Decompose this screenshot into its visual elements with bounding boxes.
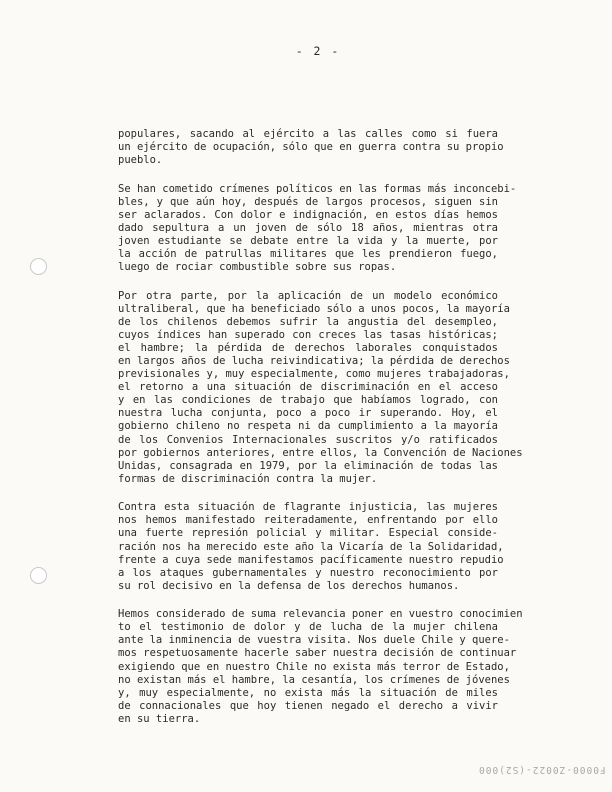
text-line: exigiendo que en nuestro Chile no exista más terror de Estado,	[118, 660, 510, 673]
punch-hole-top	[30, 258, 47, 275]
paragraph	[118, 289, 523, 486]
text-line: nos hemos manifestado reiteradamente, enfrentando por ello	[118, 514, 498, 527]
text-line: y, muy especialmente, no exista más la situación de miles	[118, 686, 498, 699]
paragraph	[118, 182, 517, 275]
text-line: de los chilenos debemos sufrir la angustia del desempleo,	[118, 315, 498, 328]
text-line: mos respetuosamente hacerle saber nuestra decisión de continuar	[118, 647, 517, 660]
text-line: joven estudiante se debate entre la vida y la muerte, por	[118, 234, 498, 247]
text-line: pueblo.	[118, 154, 163, 167]
text-line: formas de discriminación contra la mujer.	[118, 472, 378, 485]
text-line: populares, sacando al ejército a las calles como si fuera	[118, 128, 498, 140]
text-line: nuestra lucha conjunta, poco a poco ir superando. Hoy, el	[118, 407, 498, 420]
text-line: luego de rociar combustible sobre sus ropas.	[118, 261, 397, 274]
text-line: no existan más el hambre, la cesantía, los crímenes de jóvenes	[118, 673, 510, 686]
text-line: Hemos considerado de suma relevancia poner en vuestro conocimien	[118, 608, 523, 621]
text-line: un ejército de ocupación, sólo que en guerra contra su propio	[118, 141, 504, 154]
text-line: el retorno a una situación de discriminación en el acceso	[118, 381, 498, 394]
text-line: ser aclarados. Con dolor e indignación, en estos días hemos	[118, 208, 498, 221]
text-line: ultraliberal, que ha beneficiado sólo a unos pocos, la mayoría	[118, 302, 510, 315]
text-line: dado sepultura a un joven de sólo 18 años, mientras otra	[118, 221, 498, 234]
text-line: a los ataques gubernamentales y nuestro reconocimiento por	[118, 566, 498, 579]
text-line: una fuerte represión policial y militar. Especial conside-	[118, 527, 498, 540]
text-line: bles, y que aún hoy, después de largos procesos, siguen sin	[118, 195, 498, 208]
text-line: Unidas, consagrada en 1979, por la eliminación de todas las	[118, 459, 498, 472]
punch-hole-bottom	[30, 567, 47, 584]
text-line: to el testimonio de dolor y de lucha de la mujer chilena	[118, 621, 498, 634]
paragraph	[118, 608, 523, 726]
text-line: y en las condiciones de trabajo que habíamos logrado, con	[118, 394, 498, 407]
text-line: Se han cometido crímenes políticos en las formas más inconcebi-	[118, 182, 517, 195]
letter-body	[118, 128, 523, 741]
text-line: ante la inminencia de vuestra visita. Nos duele Chile y quere-	[118, 634, 510, 647]
archive-stamp: F0000-Z0022-(S2)000	[478, 764, 606, 775]
text-line: Contra esta situación de flagrante injusticia, las mujeres	[118, 501, 498, 514]
text-line: frente a cuya sede manifestamos pacíficamente nuestro repudio	[118, 553, 504, 566]
text-line: Por otra parte, por la aplicación de un modelo económico	[118, 289, 498, 302]
text-line: en largos años de lucha reivindicativa; la pérdida de derechos	[118, 355, 510, 367]
paragraph	[118, 501, 504, 593]
text-line: la acción de patrullas militares que les prendieron fuego,	[118, 248, 498, 261]
text-line: previsionales y, muy especialmente, como mujeres trabajadoras,	[118, 368, 510, 381]
text-line: de los Convenios Internacionales suscritos y/o ratificados	[118, 433, 498, 446]
text-line: por gobiernos anteriores, entre ellos, la Convención de Naciones	[118, 446, 523, 459]
text-line: de connacionales que hoy tienen negado el derecho a vivir	[118, 699, 498, 712]
text-line: en su tierra.	[118, 712, 201, 725]
text-line: su rol decisivo en la defensa de los derechos humanos.	[118, 579, 460, 592]
text-line: gobierno chileno no respeta ni da cumplimiento a la mayoría	[118, 420, 498, 433]
text-line: el hambre; la pérdida de derechos laborales conquistados	[118, 341, 498, 354]
page-number: - 2 -	[295, 44, 341, 58]
paragraph	[118, 128, 504, 167]
text-line: cuyos índices han superado con creces las tasas históricas;	[118, 328, 498, 341]
text-line: ración nos ha merecido este año la Vicaría de la Solidaridad,	[118, 540, 504, 553]
